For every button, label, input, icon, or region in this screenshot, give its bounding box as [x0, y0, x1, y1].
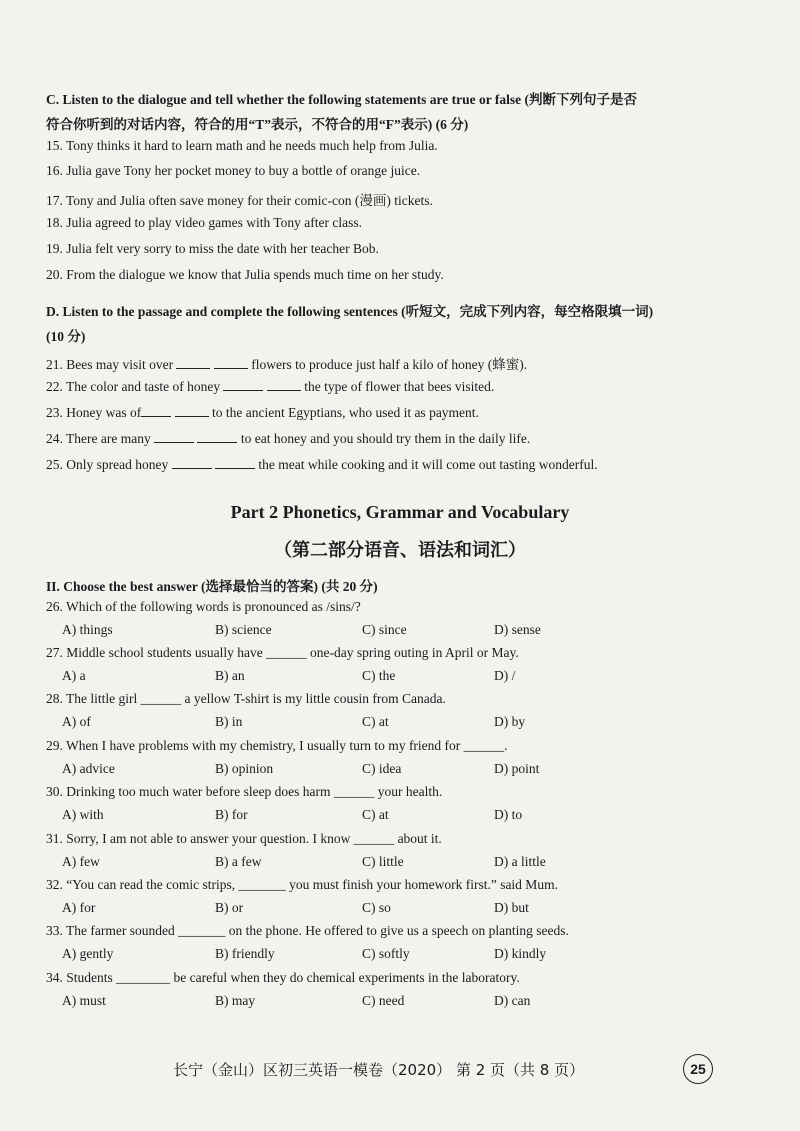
option-d[interactable]: D) a little: [494, 854, 546, 869]
question-26: 26. Which of the following words is pronounced as /sins/?: [46, 599, 361, 614]
section-d-heading-cont: (10 分): [46, 329, 86, 344]
answer-blank[interactable]: [154, 430, 194, 443]
sentence-24: 24. There are many to eat honey and you should try them in the daily life.: [46, 431, 531, 446]
question-30: 30. Drinking too much water before sleep does harm ______ your health.: [46, 784, 443, 799]
option-b[interactable]: B) or: [215, 900, 244, 915]
option-b[interactable]: B) opinion: [215, 761, 274, 776]
option-a[interactable]: A) must: [62, 993, 106, 1008]
sentence-25: 25. Only spread honey the meat while cooking and it will come out tasting wonderful.: [46, 457, 598, 472]
option-d[interactable]: D) can: [494, 993, 531, 1008]
answer-blank[interactable]: [214, 356, 248, 369]
answer-blank[interactable]: [141, 404, 171, 417]
question-27: 27. Middle school students usually have ______ one-day spring outing in April or May.: [46, 645, 519, 660]
answer-blank[interactable]: [215, 456, 255, 469]
answer-blank[interactable]: [175, 404, 209, 417]
option-a[interactable]: A) a: [62, 668, 86, 683]
option-c[interactable]: C) so: [362, 900, 391, 915]
question-28: 28. The little girl ______ a yellow T-shirt is my little cousin from Canada.: [46, 691, 446, 706]
sentence-23: 23. Honey was of to the ancient Egyptians, who used it as payment.: [46, 405, 479, 420]
section-c-heading-cont: 符合你听到的对话内容，符合的用“T”表示，不符合的用“F”表示) (6 分): [46, 117, 469, 132]
option-c[interactable]: C) little: [362, 854, 404, 869]
option-d[interactable]: D) sense: [494, 622, 541, 637]
option-c[interactable]: C) since: [362, 622, 407, 637]
option-b[interactable]: B) a few: [215, 854, 262, 869]
option-d[interactable]: D) by: [494, 714, 526, 729]
part2-subtitle: （第二部分语音、语法和词汇）: [274, 540, 526, 561]
question-31: 31. Sorry, I am not able to answer your question. I know ______ about it.: [46, 831, 442, 846]
option-c[interactable]: C) need: [362, 993, 405, 1008]
answer-blank[interactable]: [267, 378, 301, 391]
option-b[interactable]: B) for: [215, 807, 248, 822]
statement-17: 17. Tony and Julia often save money for their comic-con (漫画) tickets.: [46, 193, 433, 208]
option-a[interactable]: A) advice: [62, 761, 115, 776]
option-d[interactable]: D) /: [494, 668, 516, 683]
answer-blank[interactable]: [223, 378, 263, 391]
option-b[interactable]: B) in: [215, 714, 243, 729]
sentence-21: 21. Bees may visit over flowers to produce just half a kilo of honey (蜂蜜).: [46, 357, 528, 372]
option-d[interactable]: D) but: [494, 900, 529, 915]
option-a[interactable]: A) for: [62, 900, 96, 915]
statement-19: 19. Julia felt very sorry to miss the date with her teacher Bob.: [46, 241, 379, 256]
option-d[interactable]: D) kindly: [494, 946, 547, 961]
section-ii-heading: II. Choose the best answer (选择最恰当的答案) (共 20 分): [46, 579, 378, 594]
option-d[interactable]: D) point: [494, 761, 540, 776]
option-c[interactable]: C) the: [362, 668, 396, 683]
part2-title: Part 2 Phonetics, Grammar and Vocabulary: [230, 502, 570, 522]
question-34: 34. Students ________ be careful when they do chemical experiments in the laboratory.: [46, 970, 520, 985]
page-badge: 25: [683, 1054, 713, 1084]
sentence-22: 22. The color and taste of honey the type of flower that bees visited.: [46, 379, 495, 394]
option-b[interactable]: B) friendly: [215, 946, 275, 961]
question-32: 32. “You can read the comic strips, _______ you must finish your homework first.” said Mum.: [46, 877, 558, 892]
option-c[interactable]: C) softly: [362, 946, 410, 961]
question-33: 33. The farmer sounded _______ on the phone. He offered to give us a speech on planting seeds.: [46, 923, 569, 938]
statement-15: 15. Tony thinks it hard to learn math and he needs much help from Julia.: [46, 138, 438, 153]
answer-blank[interactable]: [197, 430, 237, 443]
answer-blank[interactable]: [176, 356, 210, 369]
option-c[interactable]: C) at: [362, 714, 389, 729]
option-d[interactable]: D) to: [494, 807, 523, 822]
statement-16: 16. Julia gave Tony her pocket money to buy a bottle of orange juice.: [46, 163, 421, 178]
option-b[interactable]: B) an: [215, 668, 245, 683]
option-b[interactable]: B) science: [215, 622, 272, 637]
option-a[interactable]: A) with: [62, 807, 104, 822]
statement-18: 18. Julia agreed to play video games with Tony after class.: [46, 215, 362, 230]
question-29: 29. When I have problems with my chemistry, I usually turn to my friend for ______.: [46, 738, 508, 753]
option-a[interactable]: A) few: [62, 854, 100, 869]
option-a[interactable]: A) of: [62, 714, 91, 729]
option-a[interactable]: A) gently: [62, 946, 114, 961]
option-a[interactable]: A) things: [62, 622, 113, 637]
option-b[interactable]: B) may: [215, 993, 256, 1008]
section-c-heading: C. Listen to the dialogue and tell whether the following statements are true or false (判断下列句子是否: [46, 92, 637, 107]
answer-blank[interactable]: [172, 456, 212, 469]
option-c[interactable]: C) at: [362, 807, 389, 822]
option-c[interactable]: C) idea: [362, 761, 402, 776]
statement-20: 20. From the dialogue we know that Julia spends much time on her study.: [46, 267, 444, 282]
page-footer: 长宁（金山）区初三英语一模卷（2020） 第 2 页（共 8 页）: [173, 1061, 585, 1079]
section-d-heading: D. Listen to the passage and complete the following sentences (听短文，完成下列内容，每空格限填一词): [46, 304, 654, 319]
